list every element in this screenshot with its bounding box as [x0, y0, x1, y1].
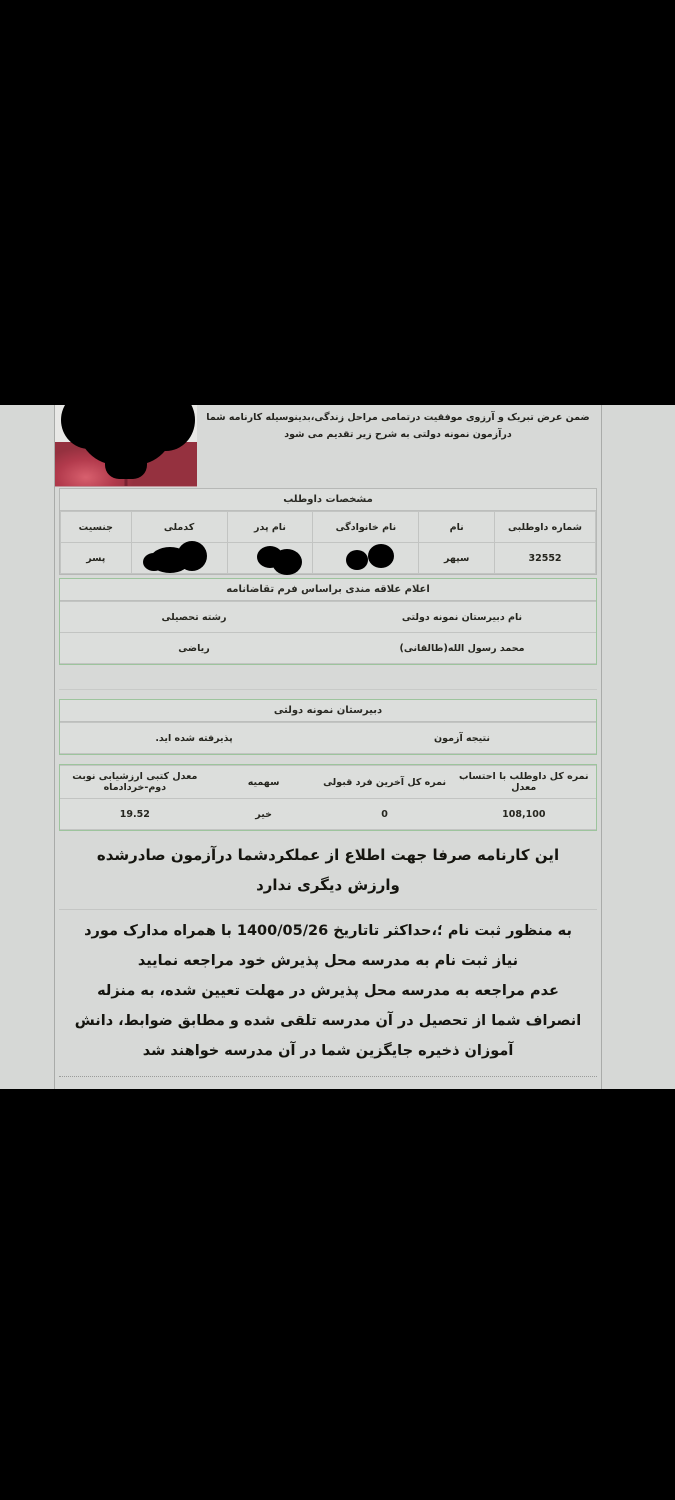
header-written-average: معدل کتبی ارزشیابی نوبت دوم-خردادماه [60, 766, 210, 799]
greeting-text: ضمن عرض تبریک و آرزوی موفقیت درتمامی مراحل زندگی،بدینوسیله کارنامه شما درآزمون نمونه دولتی به شرح زیر تقدیم می شود [206, 412, 590, 440]
candidate-info-title: مشخصات داوطلب [60, 489, 596, 511]
section-spacer-small-2 [55, 755, 601, 764]
value-father-name-redacted [227, 543, 313, 574]
table-row [61, 543, 596, 574]
notice-registration-block [59, 910, 597, 1076]
notice-warning: عدم مراجعه به مدرسه محل پذیرش در مهلت تعیین شده، به منزله انصراف شما از تحصیل در آن مدرسه تلقی شده و مطابق ضوابط، دانش آموزان ذخیره جایگزین شما در آن مدرسه خواهند شد [74, 983, 582, 1059]
header-gender: جنسیت [61, 512, 132, 543]
header-quota: سهمیه [210, 766, 318, 799]
value-field-of-study: ریاضی [60, 633, 328, 664]
value-written-average: 19.52 [60, 799, 210, 830]
table-header-row [61, 512, 596, 543]
result-title: دبیرستان نمونه دولتی [60, 700, 596, 722]
interest-box [59, 578, 597, 665]
table-header-row [60, 766, 596, 799]
scores-box [59, 764, 597, 831]
value-candidate-number: 32552 [495, 543, 596, 574]
header-last-name: نام خانوادگی [313, 512, 419, 543]
value-quota: خیر [210, 799, 318, 830]
table-row [60, 723, 596, 754]
section-spacer-small [55, 690, 601, 699]
candidate-info-box [59, 488, 597, 575]
header-candidate-number: شماره داوطلبی [495, 512, 596, 543]
table-header-row [60, 602, 596, 633]
result-box [59, 699, 597, 755]
document-header [55, 405, 601, 488]
interest-table [60, 601, 596, 664]
document-bottom-rule [59, 1076, 597, 1079]
header-total-score: نمره کل داوطلب با احتساب معدل [452, 766, 596, 799]
result-label: نتیجه آزمون [328, 723, 596, 754]
header-national-id: کدملی [131, 512, 227, 543]
report-card-document [54, 405, 602, 1089]
redaction-blobs-national-id [134, 549, 225, 565]
result-table [60, 722, 596, 754]
result-value: پذیرفته شده اید. [60, 723, 328, 754]
report-card-page [0, 405, 675, 1089]
interest-title: اعلام علاقه مندی براساس فرم تقاضانامه [60, 579, 596, 601]
value-school-name: محمد رسول الله(طالقانی) [328, 633, 596, 664]
header-school-name: نام دبیرستان نمونه دولتی [328, 602, 596, 633]
scores-table [60, 765, 596, 830]
header-father-name: نام پدر [227, 512, 313, 543]
value-last-accepted-score: 0 [318, 799, 452, 830]
value-national-id-redacted [131, 543, 227, 574]
redaction-blobs-father-name [230, 549, 311, 565]
candidate-photo [55, 405, 197, 487]
value-last-name-redacted [313, 543, 419, 574]
header-last-accepted-score: نمره کل آخرین فرد قبولی [318, 766, 452, 799]
value-total-score: 108,100 [452, 799, 596, 830]
section-spacer [59, 665, 597, 690]
notice-disclaimer: این کارنامه صرفا جهت اطلاع از عملکردشما درآزمون صادرشده وارزش دیگری ندارد [59, 831, 597, 910]
value-gender: پسر [61, 543, 132, 574]
redaction-blobs-last-name [315, 549, 416, 565]
value-first-name: سپهر [419, 543, 495, 574]
table-row [60, 799, 596, 830]
table-row [60, 633, 596, 664]
header-field-of-study: رشته تحصیلی [60, 602, 328, 633]
notice-registration: به منظور ثبت نام ؛،حداکثر تاتاریخ 1400/05/26 با همراه مدارک مورد نیاز ثبت نام به مدرسه محل پذیرش خود مراجعه نمایید [84, 923, 572, 969]
candidate-info-table [60, 511, 596, 574]
header-first-name: نام [419, 512, 495, 543]
